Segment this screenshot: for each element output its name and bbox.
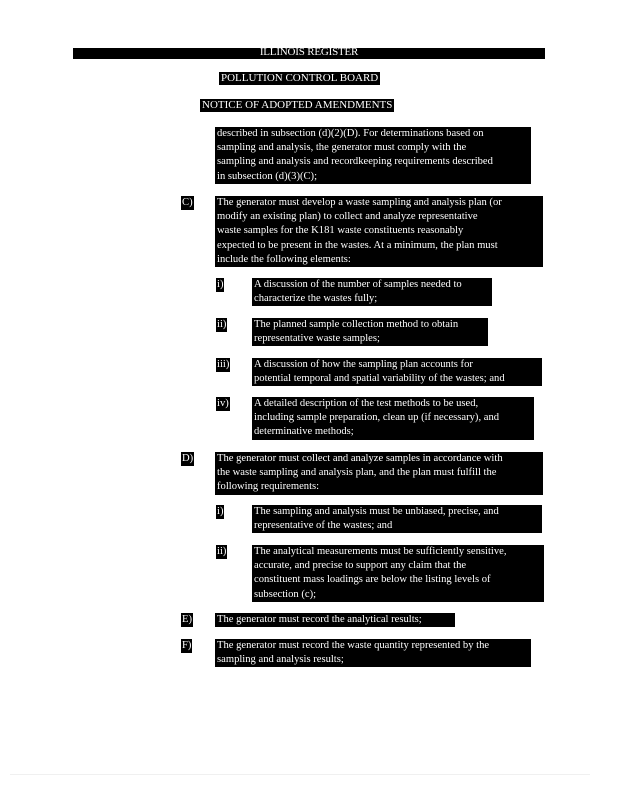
item-c-marker: C) [182, 197, 193, 208]
item-c-i-paragraph [252, 278, 492, 306]
item-e-paragraph [215, 613, 455, 627]
text-line: sampling and analysis, the generator must comply with the [217, 142, 467, 154]
text-line: the waste sampling and analysis plan, and the plan must fulfill the [217, 467, 497, 479]
item-f-paragraph [215, 639, 531, 667]
text-line: expected to be present in the wastes. At a minimum, the plan must [217, 239, 498, 251]
text-line: representative waste samples; [254, 333, 380, 345]
continuation-paragraph [215, 127, 531, 184]
text-line: sampling and analysis results; [217, 654, 344, 666]
text-line: A discussion of how the sampling plan accounts for [254, 359, 473, 370]
text-line: determinative methods; [254, 426, 354, 438]
board-title: POLLUTION CONTROL BOARD [221, 72, 379, 84]
item-c-ii-paragraph [252, 318, 488, 346]
text-line: following requirements: [217, 481, 320, 493]
text-line: waste samples for the K181 waste constituents reasonably [217, 225, 464, 237]
item-f-marker: F) [182, 640, 192, 651]
item-c-ii-marker: ii) [217, 319, 227, 330]
item-c-iii-paragraph [252, 358, 542, 386]
text-line: sampling and analysis and recordkeeping requirements described [217, 156, 493, 168]
item-d-marker: D) [182, 453, 194, 464]
text-line: A detailed description of the test methods to be used, [254, 398, 479, 409]
text-line: characterize the wastes fully; [254, 293, 378, 305]
text-line: representative of the wastes; and [254, 520, 393, 532]
item-d-paragraph [215, 452, 543, 495]
text-line: constituent mass loadings are below the listing levels of [254, 574, 491, 586]
text-line: in subsection (d)(3)(C); [217, 170, 318, 182]
text-line: including sample preparation, clean up (if necessary), and [254, 412, 500, 424]
text-line: potential temporal and spatial variability of the wastes; and [254, 373, 505, 385]
register-title: ILLINOIS REGISTER [259, 46, 359, 58]
item-c-iv-paragraph [252, 397, 534, 440]
text-line: The generator must collect and analyze samples in accordance with [217, 453, 503, 464]
item-c-iii-marker: iii) [217, 359, 230, 370]
item-d-i-paragraph [252, 505, 542, 533]
text-line: The sampling and analysis must be unbiased, precise, and [254, 506, 499, 517]
text-line: accurate, and precise to support any claim that the [254, 560, 467, 572]
item-d-ii-marker: ii) [217, 546, 227, 557]
text-line: The generator must record the analytical results; [217, 614, 422, 625]
text-line: include the following elements: [217, 253, 351, 265]
item-c-iv-marker: iv) [217, 398, 229, 409]
text-line: A discussion of the number of samples needed to [254, 279, 462, 290]
text-line: subsection (c); [254, 588, 317, 600]
text-line: The analytical measurements must be sufficiently sensitive, [254, 546, 507, 557]
text-line: The generator must develop a waste sampling and analysis plan (or [217, 197, 502, 208]
text-line: The planned sample collection method to obtain [254, 319, 459, 330]
text-line: modify an existing plan) to collect and analyze representative [217, 211, 478, 223]
item-c-i-marker: i) [217, 279, 224, 290]
item-c-paragraph [215, 196, 543, 267]
item-e-marker: E) [182, 614, 192, 625]
item-d-ii-paragraph [252, 545, 544, 602]
scan-edge-line [10, 774, 590, 775]
text-line: described in subsection (d)(2)(D). For determinations based on [217, 128, 484, 139]
notice-title: NOTICE OF ADOPTED AMENDMENTS [202, 99, 393, 111]
item-d-i-marker: i) [217, 506, 224, 517]
text-line: The generator must record the waste quantity represented by the [217, 640, 490, 651]
